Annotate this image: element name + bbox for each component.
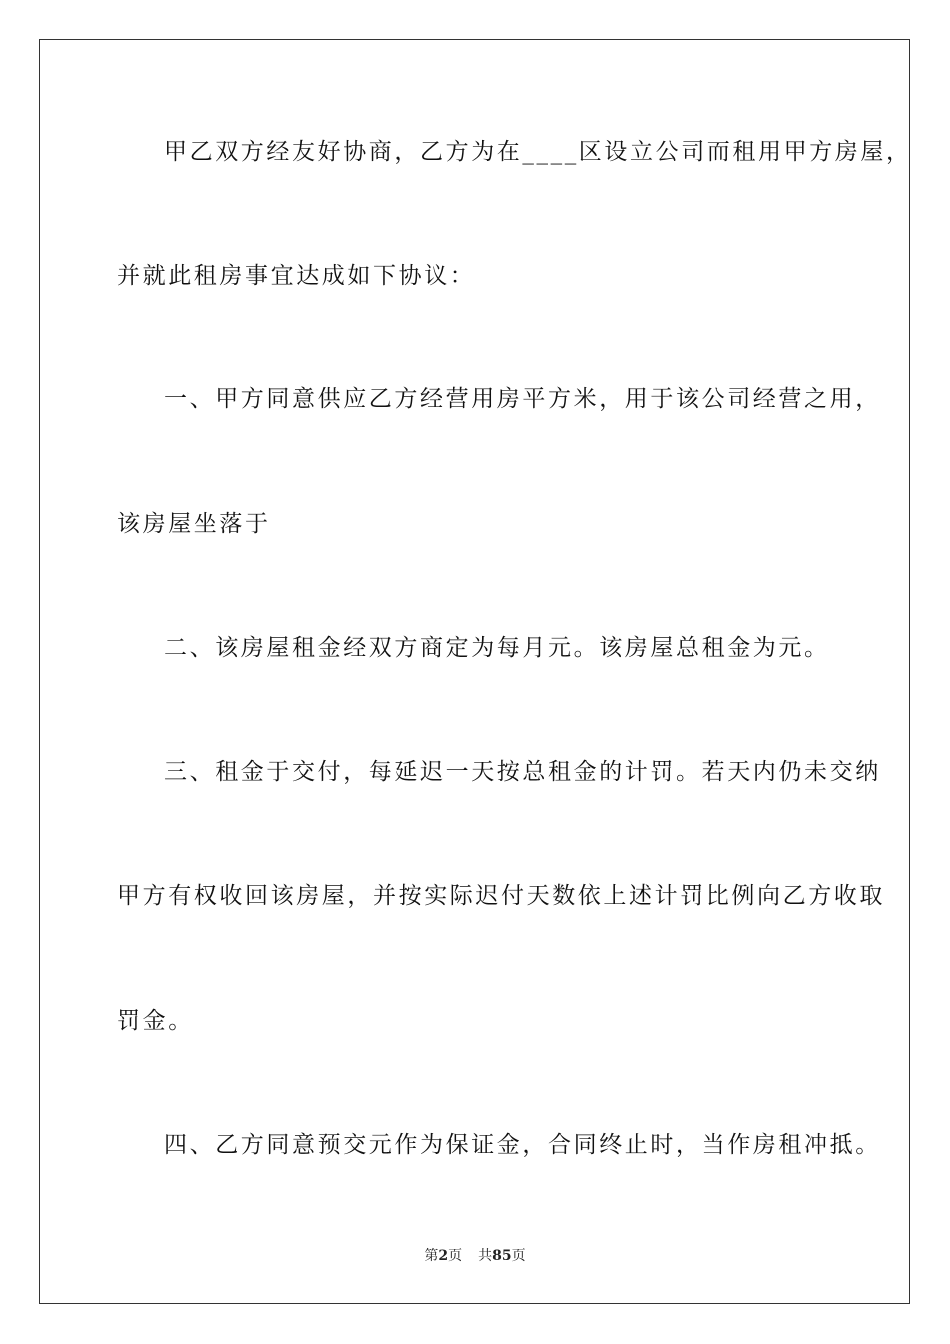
page-footer [0,1246,950,1266]
clause-three-line-3: 罚金。 [117,1008,194,1034]
clause-one-line-1: 一、甲方同意供应乙方经营用房平方米，用于该公司经营之用， [164,386,881,412]
paragraph-line-2: 并就此租房事宜达成如下协议： [117,263,476,289]
clause-four-line: 四、乙方同意预交元作为保证金，合同终止时，当作房租冲抵。 [164,1132,881,1158]
page-suffix: 页 [448,1248,463,1264]
page-number: 2 [438,1248,449,1264]
total-suffix: 页 [511,1248,526,1264]
page-border [39,39,910,1304]
page-prefix: 第 [424,1248,439,1264]
total-prefix: 共 [478,1248,493,1264]
clause-one-line-2: 该房屋坐落于 [117,511,271,537]
paragraph-line-1: 甲乙双方经友好协商，乙方为在____区设立公司而租用甲方房屋， [164,139,912,165]
clause-two-line: 二、该房屋租金经双方商定为每月元。该房屋总租金为元。 [164,635,830,661]
total-pages: 85 [492,1248,512,1264]
clause-three-line-1: 三、租金于交付，每延迟一天按总租金的计罚。若天内仍未交纳 [164,759,881,785]
clause-three-line-2: 甲方有权收回该房屋，并按实际迟付天数依上述计罚比例向乙方收取 [117,883,885,909]
